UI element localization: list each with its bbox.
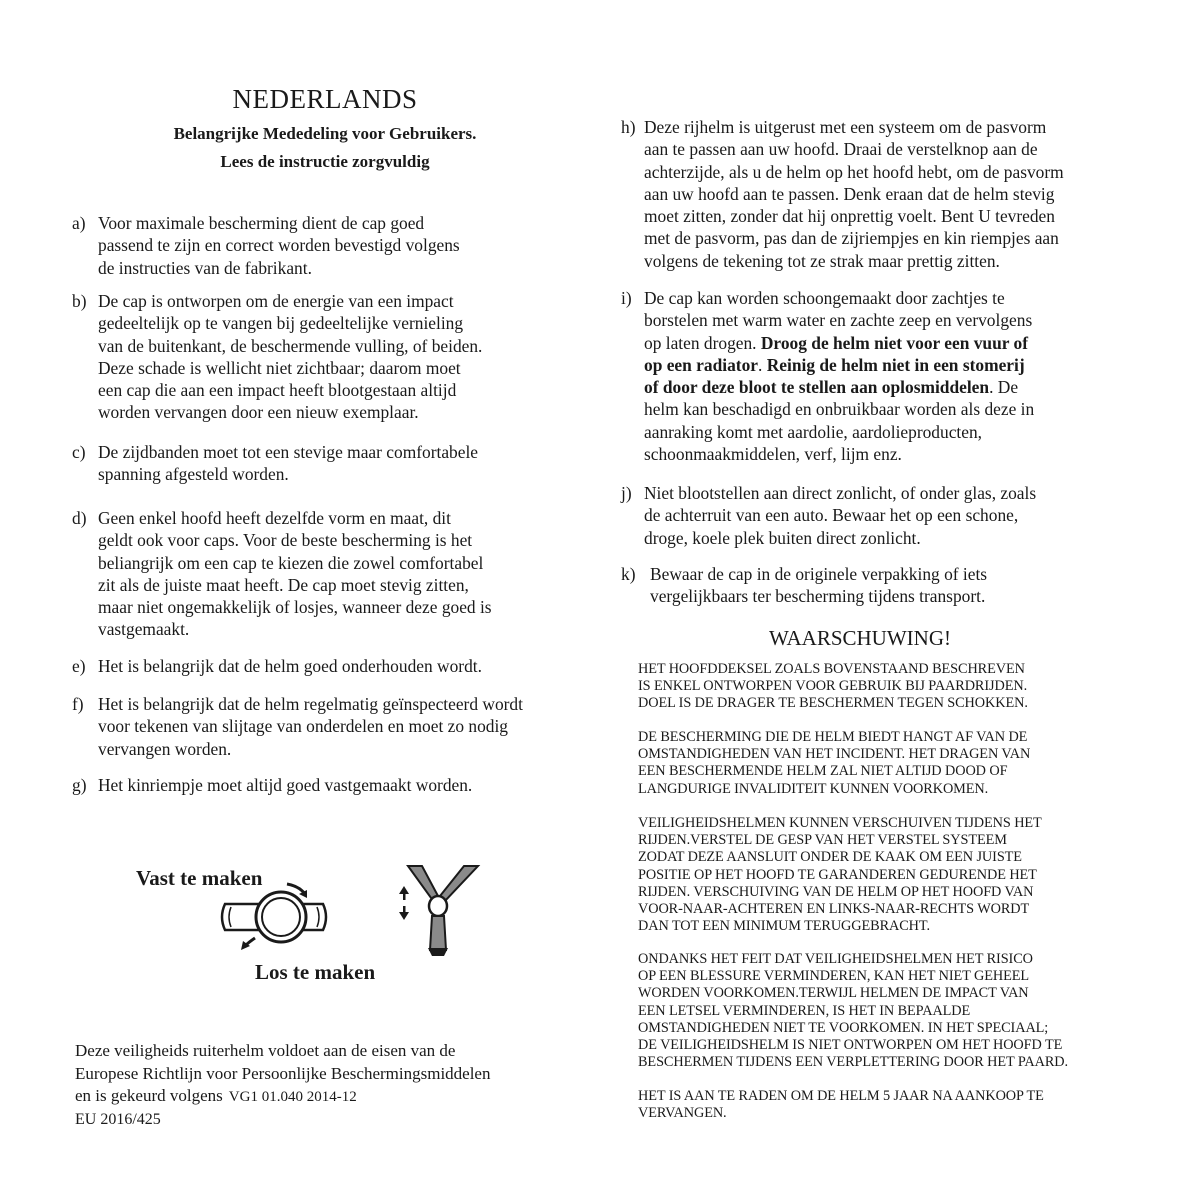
subheading-instruction: Lees de instructie zorgvuldig (220, 152, 430, 171)
item-label: h) (621, 117, 636, 137)
warning-paragraph-1: HET HOOFDDEKSEL ZOALS BOVENSTAAND BESCHREVEN IS ENKEL ONTWORPEN VOOR GEBRUIK BIJ PAARDRIJDEN. DOEL IS DE DRAGER TE BESCHERMEN TEGEN SCHOKKEN. (638, 661, 1028, 712)
list-item-g: g) Het kinriempje moet altijd goed vastgemaakt worden. (72, 775, 473, 795)
item-label: g) (72, 775, 87, 795)
cleaning-warning-bold: Droog de helm niet voor een vuur of (760, 332, 1029, 353)
item-label: e) (72, 656, 86, 676)
item-label: i) (621, 288, 632, 308)
list-item-e: e) Het is belangrijk dat de helm goed onderhouden wordt. (72, 656, 482, 676)
item-label: b) (72, 291, 87, 311)
warning-paragraph-4: ONDANKS HET FEIT DAT VEILIGHEIDSHELMEN HET RISICO OP EEN BLESSURE VERMINDEREN, KAN HET NIET GEHEEL WORDEN VOORKOMEN.TERWIJL HELMEN DE IMPACT VAN EEN LETSEL VERMINDEREN, IS HET IN BEPAALDE OMSTANDIGHEDEN NIET TE VOORKOMEN. IN HET SPECIAAL; DE VEILIGHEIDSHELM IS NIET ONTWORPEN OM HET HOOFD TE BESCHERMEN TIJDENS EEN VERPLETTERING DOOR HET PAARD. (638, 951, 1068, 1071)
list-item-b: b) De cap is ontworpen om de energie van een impact gedeeltelijk op te vangen bij gedeeltelijke vernieling van de buitenkant, de beschermende vulling, of beiden. Deze schade is wellicht niet zichtbaar; daarom moet een cap die aan een impact heeft blootgestaan altijd worden vervangen door een nieuw exemplaar. (72, 291, 483, 423)
tighten-label: Vast te maken (136, 866, 263, 890)
loosen-label: Los te maken (255, 960, 376, 984)
list-item-k: k) Bewaar de cap in de originele verpakking of iets vergelijkbaars ter bescherming tijdens transport. (621, 564, 988, 607)
warning-paragraph-3: VEILIGHEIDSHELMEN KUNNEN VERSCHUIVEN TIJDENS HET RIJDEN.VERSTEL DE GESP VAN HET VERSTEL SYSTEEM ZODAT DEZE AANSLUIT ONDER DE KAAK OM EEN JUISTE POSITIE OP HET HOOFD TE GARANDEREN GEDURENDE HET RIJDEN. VERSCHUIVING VAN DE HELM OP HET HOOFD VAN VOOR-NAAR-ACHTEREN EN LINKS-NAAR-RECHTS WORDT DAN TOT EEN MINIMUM TERUGGEBRACHT. (638, 815, 1042, 935)
list-item-f: f) Het is belangrijk dat de helm regelmatig geïnspecteerd wordt voor tekenen van slijtage van onderdelen en moet zo nodig vervangen worden. (72, 694, 523, 759)
certification-footer: Deze veiligheids ruiterhelm voldoet aan de eisen van de Europese Richtlijn voor Persoonlijke Beschermingsmiddelen en is gekeurd volgens VG1 01.040 2014-12 EU 2016/425 (75, 1041, 491, 1128)
item-label: c) (72, 442, 86, 462)
standard-code: VG1 01.040 2014-12 (228, 1089, 357, 1105)
page-heading: NEDERLANDS (232, 84, 418, 114)
list-item-j: j) Niet blootstellen aan direct zonlicht, of onder glas, zoals de achterruit van een auto. Bewaar het op een schone, droge, koele plek buiten direct zonlicht. (621, 483, 1037, 548)
item-label: k) (621, 564, 636, 584)
item-label: f) (72, 694, 84, 714)
warning-paragraph-5: HET IS AAN TE RADEN OM DE HELM 5 JAAR NA AANKOOP TE VERVANGEN. (638, 1088, 1044, 1122)
adjustment-dial-diagram (215, 872, 345, 952)
item-label: d) (72, 508, 87, 528)
warning-title: WAARSCHUWING! (769, 626, 951, 650)
item-label: a) (72, 213, 86, 233)
item-label: j) (621, 483, 632, 503)
list-item-a: a) Voor maximale bescherming dient de cap goed passend te zijn en correct worden bevestigd volgens de instructies van de fabrikant. (72, 213, 460, 278)
list-item-c: c) De zijdbanden moet tot een stevige maar comfortabele spanning afgesteld worden. (72, 442, 479, 485)
list-item-i: i) De cap kan worden schoongemaakt door zachtjes te borstelen met warm water en zachte zeep en vervolgens op laten drogen. Droog de helm niet voor een vuur of op een radiator. Reinig de helm niet in een stomerij of door deze bloot te stellen aan oplosmiddelen. De helm kan beschadigd en onbruikbaar worden als deze in aanraking komt met aardolie, aardolieproducten, schoonmaakmiddelen, verf, lijm enz. (621, 288, 1035, 465)
list-item-h: h) Deze rijhelm is uitgerust met een systeem om de pasvorm aan te passen aan uw hoofd. Draai de verstelknop aan de achterzijde, als u de helm op het hoofd hebt, om de pasvorm aan uw hoofd aan te passen. Denk eraan dat de helm stevig moet zitten, zonder dat hij onprettig voelt. Bent U tevreden met de pasvorm, pas dan de zijriempjes en kin riempjes aan volgens de tekening tot ze strak maar prettig zitten. (621, 117, 1064, 271)
warning-paragraph-2: DE BESCHERMING DIE DE HELM BIEDT HANGT AF VAN DE OMSTANDIGHEDEN VAN HET INCIDENT. HET DRAGEN VAN EEN BESCHERMENDE HELM ZAL NIET ALTIJD DOOD OF LANGDURIGE INVALIDITEIT KUNNEN VOORKOMEN. (638, 729, 1031, 797)
strap-y-buckle-diagram (392, 862, 482, 962)
subheading-notice: Belangrijke Mededeling voor Gebruikers. (173, 124, 477, 143)
list-item-d: d) Geen enkel hoofd heeft dezelfde vorm en maat, dit geldt ook voor caps. Voor de beste bescherming is het beliangrijk om een cap te kiezen die zowel comfortabel zit als de juiste maat heeft. De cap moet stevig zitten, maar niet ongemakkelijk of losjes, wanneer deze goed is vastgemaakt. (72, 508, 492, 640)
